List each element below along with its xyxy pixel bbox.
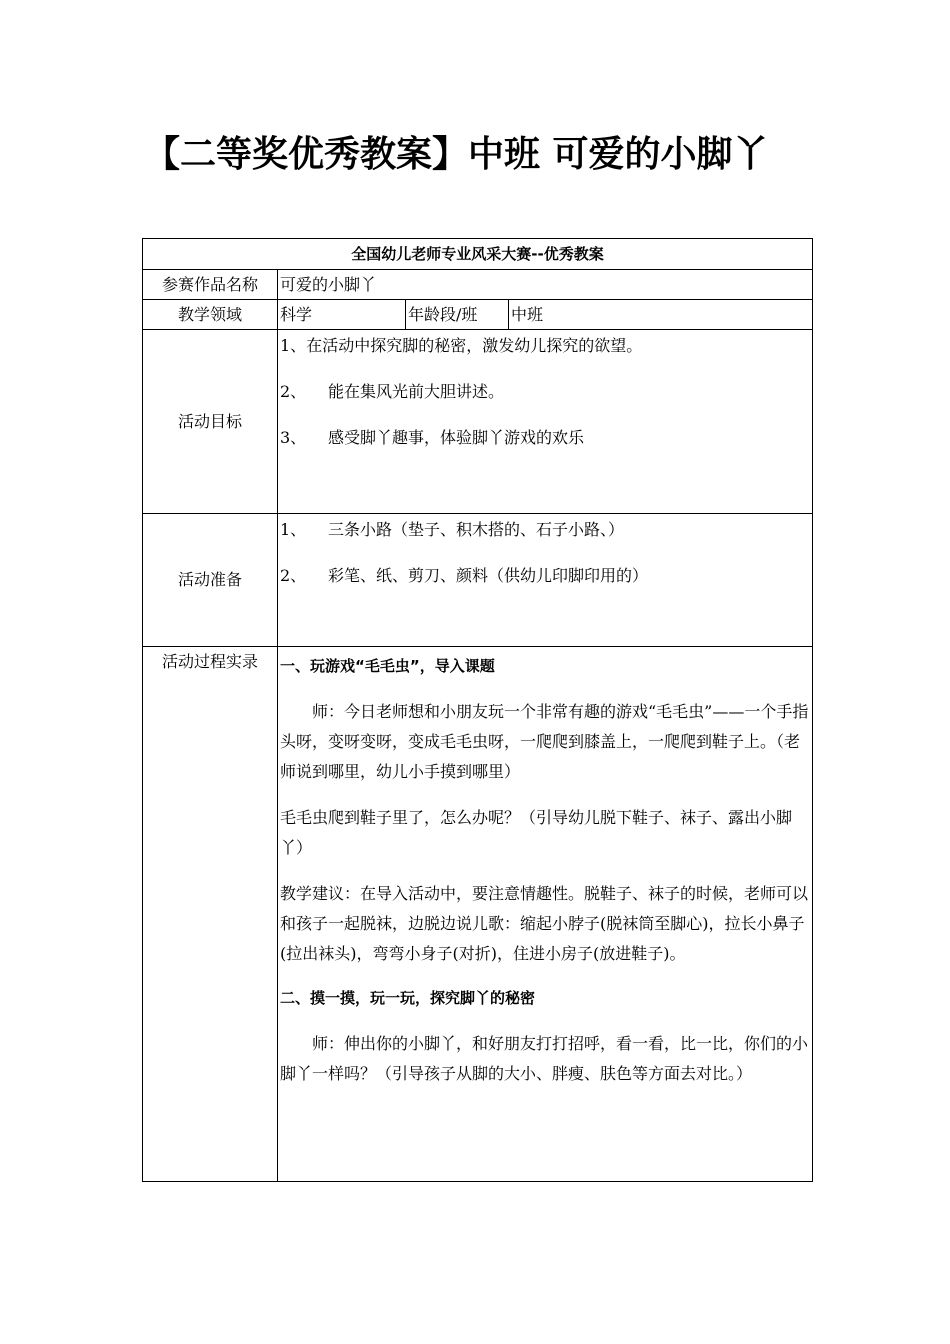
entry-value: 可爱的小脚丫 xyxy=(278,270,813,300)
prep-cell xyxy=(278,514,813,647)
paragraph: 师：伸出你的小脚丫，和好朋友打打招呼，看一看，比一比，你们的小脚丫一样吗？（引导孩子从脚的大小、胖瘦、肤色等方面去对比。） xyxy=(280,1034,809,1083)
goal-item: 2、 能在集风光前大胆讲述。 xyxy=(280,382,505,401)
process-label: 活动过程实录 xyxy=(143,647,278,1182)
prep-item: 2、 彩笔、纸、剪刀、颜料（供幼儿印脚印用的） xyxy=(280,566,649,585)
document-title: 【二等奖优秀教案】中班 可爱的小脚丫 xyxy=(144,134,769,175)
prep-item: 1、 三条小路（垫子、积木搭的、石子小路、） xyxy=(280,520,625,539)
domain-value: 科学 xyxy=(278,300,406,330)
section-heading: 一、玩游戏“毛毛虫”，导入课题 xyxy=(280,657,495,675)
goals-label: 活动目标 xyxy=(143,330,278,514)
domain-label: 教学领域 xyxy=(143,300,278,330)
paragraph: 毛毛虫爬到鞋子里了，怎么办呢？（引导幼儿脱下鞋子、袜子、露出小脚丫） xyxy=(280,808,793,857)
paragraph: 师：今日老师想和小朋友玩一个非常有趣的游戏“毛毛虫”——一个手指头呀，变呀变呀，变成毛毛虫呀，一爬爬到膝盖上，一爬爬到鞋子上。（老师说到哪里，幼儿小手摸到哪里） xyxy=(280,702,809,781)
table-header: 全国幼儿老师专业风采大赛--优秀教案 xyxy=(143,239,813,270)
process-cell xyxy=(278,647,813,1182)
grade-label: 年龄段/班 xyxy=(406,300,509,330)
paragraph: 教学建议：在导入活动中，要注意情趣性。脱鞋子、袜子的时候，老师可以和孩子一起脱袜，边脱边说儿歌：缩起小脖子(脱袜筒至脚心)，拉长小鼻子(拉出袜头)，弯弯小身子(对折)，住进小房子(放进鞋子)。 xyxy=(280,884,809,963)
goal-item: 3、 感受脚丫趣事，体验脚丫游戏的欢乐 xyxy=(280,428,585,447)
lesson-plan-table xyxy=(142,238,813,1182)
prep-label: 活动准备 xyxy=(143,514,278,647)
section-heading: 二、摸一摸，玩一玩，探究脚丫的秘密 xyxy=(280,989,536,1007)
entry-label: 参赛作品名称 xyxy=(143,270,278,300)
grade-value: 中班 xyxy=(509,300,813,330)
goal-item: 1、在活动中探究脚的秘密，激发幼儿探究的欲望。 xyxy=(280,336,643,355)
goals-cell xyxy=(278,330,813,514)
